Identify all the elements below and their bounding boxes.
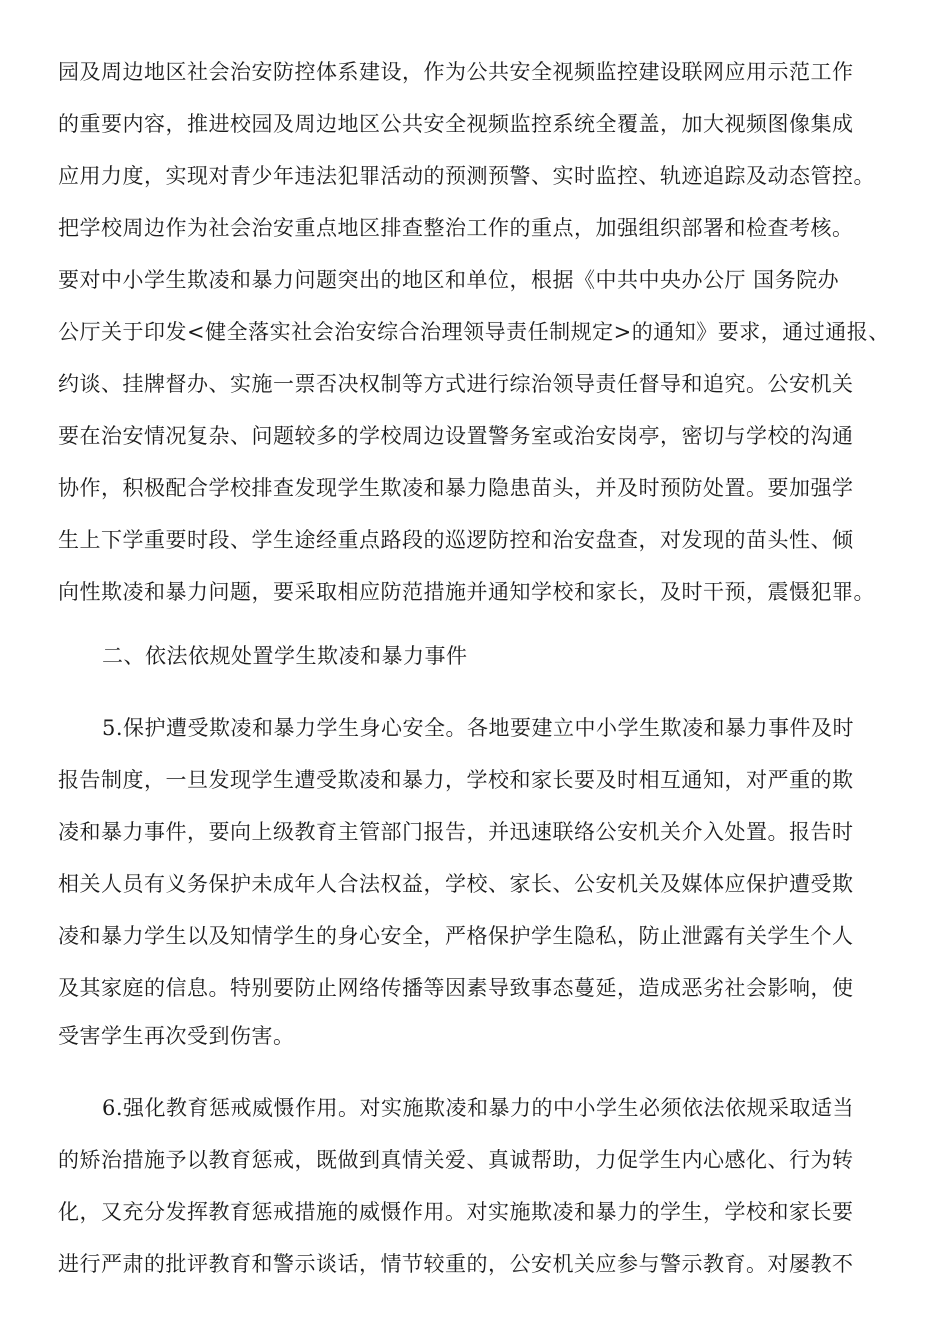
paragraph-line: 凌和暴力学生以及知情学生的身心安全，严格保护学生隐私，防止泄露有关学生个人	[58, 924, 854, 948]
paragraph-line: 生上下学重要时段、学生途经重点路段的巡逻防控和治安盘查，对发现的苗头性、倾	[58, 528, 854, 552]
paragraph-line: 及其家庭的信息。特别要防止网络传播等因素导致事态蔓延，造成恶劣社会影响，使	[58, 976, 854, 1000]
paragraph-line: 5.保护遭受欺凌和暴力学生身心安全。各地要建立中小学生欺凌和暴力事件及时	[102, 716, 855, 740]
paragraph-line: 园及周边地区社会治安防控体系建设，作为公共安全视频监控建设联网应用示范工作	[58, 60, 854, 84]
paragraph-line: 凌和暴力事件，要向上级教育主管部门报告，并迅速联络公安机关介入处置。报告时	[58, 820, 854, 844]
paragraph-line: 报告制度，一旦发现学生遭受欺凌和暴力，学校和家长要及时相互通知，对严重的欺	[58, 768, 854, 792]
paragraph-line: 6.强化教育惩戒威慑作用。对实施欺凌和暴力的中小学生必须依法依规采取适当	[102, 1096, 855, 1120]
paragraph-line: 受害学生再次受到伤害。	[58, 1024, 295, 1048]
section-heading: 二、依法依规处置学生欺凌和暴力事件	[102, 644, 468, 668]
paragraph-line: 协作，积极配合学校排查发现学生欺凌和暴力隐患苗头，并及时预防处置。要加强学	[58, 476, 854, 500]
paragraph-line: 相关人员有义务保护未成年人合法权益，学校、家长、公安机关及媒体应保护遭受欺	[58, 872, 854, 896]
paragraph-line: 要对中小学生欺凌和暴力问题突出的地区和单位，根据《中共中央办公厅 国务院办	[58, 268, 840, 292]
paragraph-line: 的矫治措施予以教育惩戒，既做到真情关爱、真诚帮助，力促学生内心感化、行为转	[58, 1148, 854, 1172]
paragraph-line: 进行严肃的批评教育和警示谈话，情节较重的，公安机关应参与警示教育。对屡教不	[58, 1252, 854, 1276]
paragraph-line: 约谈、挂牌督办、实施一票否决权制等方式进行综治领导责任督导和追究。公安机关	[58, 372, 854, 396]
paragraph-line: 的重要内容，推进校园及周边地区公共安全视频监控系统全覆盖，加大视频图像集成	[58, 112, 854, 136]
paragraph-line: 向性欺凌和暴力问题，要采取相应防范措施并通知学校和家长，及时干预，震慑犯罪。	[58, 580, 875, 604]
paragraph-line: 公厅关于印发<健全落实社会治安综合治理领导责任制规定>的通知》要求，通过通报、	[58, 320, 890, 344]
paragraph-line: 应用力度，实现对青少年违法犯罪活动的预测预警、实时监控、轨迹追踪及动态管控。	[58, 164, 875, 188]
paragraph-line: 化，又充分发挥教育惩戒措施的威慑作用。对实施欺凌和暴力的学生，学校和家长要	[58, 1200, 854, 1224]
paragraph-line: 要在治安情况复杂、问题较多的学校周边设置警务室或治安岗亭，密切与学校的沟通	[58, 424, 854, 448]
paragraph-line: 把学校周边作为社会治安重点地区排查整治工作的重点，加强组织部署和检查考核。	[58, 216, 854, 240]
